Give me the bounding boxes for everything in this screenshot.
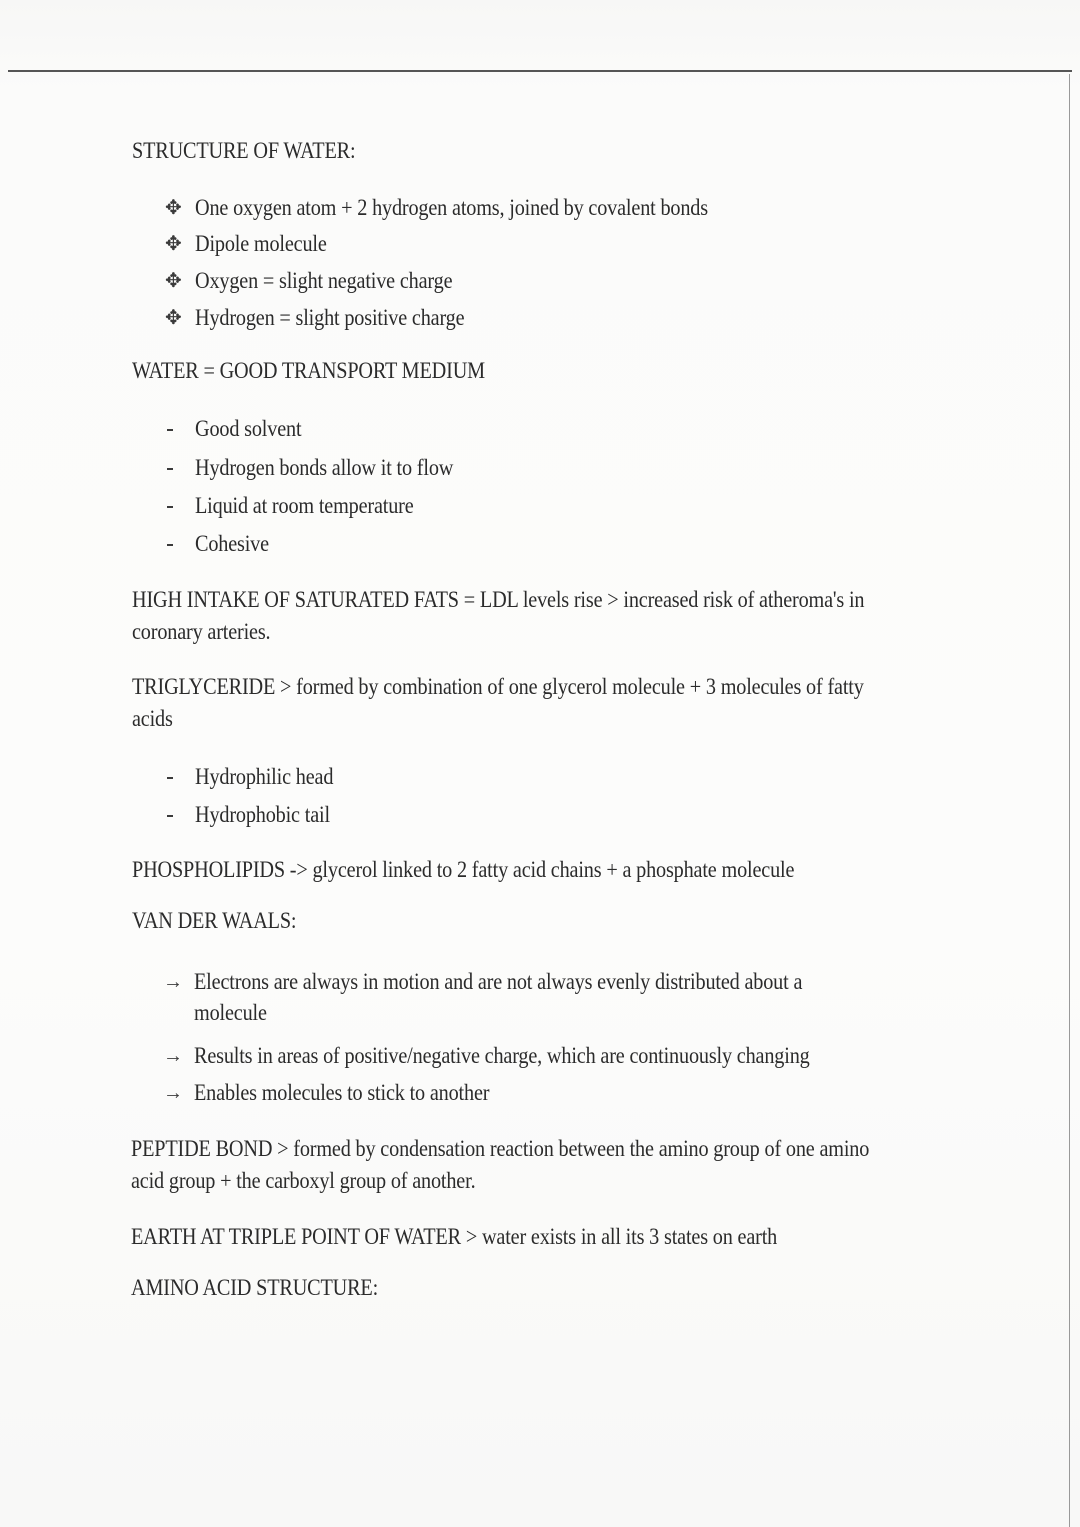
phospholipids-line: PHOSPHOLIPIDS -> glycerol linked to 2 fatty acid chains + a phosphate molecule (132, 857, 795, 882)
water-transport-heading: WATER = GOOD TRANSPORT MEDIUM (132, 358, 485, 383)
list-item: Hydrophobic tail (195, 802, 330, 827)
top-rule (8, 70, 1072, 72)
dash-bullet-icon (167, 506, 173, 508)
dash-bullet-icon (167, 429, 173, 431)
list-item-continuation: molecule (194, 1000, 267, 1025)
diamond-bullet-icon: ✥ (165, 270, 182, 292)
saturated-fats-line-2: coronary arteries. (132, 619, 271, 644)
saturated-fats-line-1: HIGH INTAKE OF SATURATED FATS = LDL levels rise > increased risk of atheroma's in (132, 587, 865, 612)
amino-acid-heading: AMINO ACID STRUCTURE: (131, 1275, 379, 1300)
arrow-right-icon: → (163, 971, 183, 993)
diamond-bullet-icon: ✥ (165, 197, 182, 219)
dash-bullet-icon (167, 544, 173, 546)
list-item: Enables molecules to stick to another (194, 1080, 490, 1105)
list-item: Hydrophilic head (195, 764, 334, 789)
dash-bullet-icon (167, 815, 173, 817)
list-item: Dipole molecule (195, 231, 327, 256)
dash-bullet-icon (167, 777, 173, 779)
peptide-bond-line-1: PEPTIDE BOND > formed by condensation reaction between the amino group of one amino (131, 1136, 870, 1161)
list-item: Electrons are always in motion and are not always evenly distributed about a (194, 969, 803, 994)
list-item: One oxygen atom + 2 hydrogen atoms, joined by covalent bonds (195, 195, 708, 220)
diamond-bullet-icon: ✥ (165, 307, 182, 329)
list-item: Hydrogen bonds allow it to flow (195, 455, 454, 480)
dash-bullet-icon (167, 468, 173, 470)
structure-of-water-heading: STRUCTURE OF WATER: (132, 138, 356, 163)
list-item: Good solvent (195, 416, 302, 441)
page-edge-line (1069, 74, 1070, 1527)
triglyceride-line-2: acids (132, 706, 173, 731)
diamond-bullet-icon: ✥ (165, 233, 182, 255)
triglyceride-line-1: TRIGLYCERIDE > formed by combination of one glycerol molecule + 3 molecules of fatty (132, 674, 864, 699)
van-der-waals-heading: VAN DER WAALS: (132, 908, 297, 933)
list-item: Cohesive (195, 531, 269, 556)
list-item: Results in areas of positive/negative charge, which are continuously changing (194, 1043, 810, 1068)
peptide-bond-line-2: acid group + the carboxyl group of another. (131, 1168, 476, 1193)
arrow-right-icon: → (163, 1045, 183, 1067)
list-item: Liquid at room temperature (195, 493, 414, 518)
arrow-right-icon: → (163, 1082, 183, 1104)
list-item: Hydrogen = slight positive charge (195, 305, 465, 330)
triple-point-line: EARTH AT TRIPLE POINT OF WATER > water exists in all its 3 states on earth (131, 1224, 778, 1249)
list-item: Oxygen = slight negative charge (195, 268, 453, 293)
